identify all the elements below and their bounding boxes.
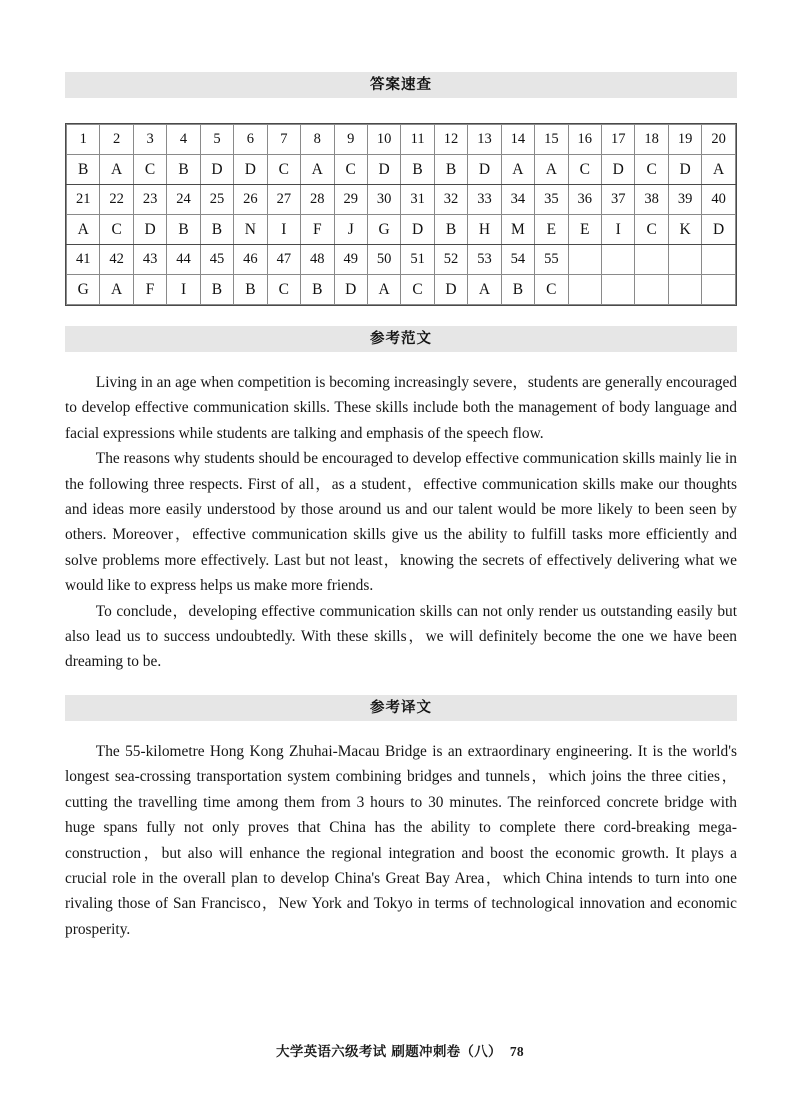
answer-letter-cell: C xyxy=(401,275,434,305)
answer-letter-cell: D xyxy=(468,155,501,185)
answer-letter-cell: A xyxy=(367,275,400,305)
question-number-cell: 40 xyxy=(702,185,736,215)
answer-letter-cell: C xyxy=(100,215,133,245)
question-number-cell: 1 xyxy=(67,125,100,155)
answer-letter-cell: A xyxy=(501,155,534,185)
question-number-cell: 17 xyxy=(602,125,635,155)
answer-letter-row xyxy=(67,155,736,185)
answer-letter-cell: B xyxy=(401,155,434,185)
answer-letter-cell: F xyxy=(301,215,334,245)
question-number-cell: 55 xyxy=(535,245,568,275)
question-number-cell xyxy=(635,245,668,275)
question-number-cell: 4 xyxy=(167,125,200,155)
answer-key-table xyxy=(66,124,736,305)
question-number-cell: 22 xyxy=(100,185,133,215)
answer-letter-cell: E xyxy=(568,215,601,245)
answer-letter-cell xyxy=(635,275,668,305)
answer-letter-cell: N xyxy=(234,215,267,245)
question-number-cell: 38 xyxy=(635,185,668,215)
question-number-cell: 34 xyxy=(501,185,534,215)
question-number-cell: 43 xyxy=(133,245,166,275)
question-number-cell: 50 xyxy=(367,245,400,275)
question-number-cell xyxy=(668,245,701,275)
answer-letter-cell: D xyxy=(702,215,736,245)
answer-letter-cell xyxy=(568,275,601,305)
answer-letter-cell: B xyxy=(501,275,534,305)
essay-paragraph: The reasons why students should be encouraged to develop effective communication skills mainly lie in the following three respects. First of all，as a student，effective communication skills make our thoughts and ideas more easily understood by those around us and our talent would be more likely to been seen by others. Moreover，effective communication skills give us the ability to fulfill tasks more efficiently and solve problems more effectively. Last but not least，knowing the secrets of effectively delivering what we would like to express helps us make more friends. xyxy=(65,450,737,595)
question-number-cell: 19 xyxy=(668,125,701,155)
question-number-cell xyxy=(602,245,635,275)
answer-key-table-wrapper xyxy=(65,123,737,306)
question-number-cell: 53 xyxy=(468,245,501,275)
answer-letter-cell: D xyxy=(200,155,233,185)
answer-letter-cell: I xyxy=(602,215,635,245)
answer-letter-cell: C xyxy=(133,155,166,185)
answer-letter-cell xyxy=(602,275,635,305)
question-number-cell: 54 xyxy=(501,245,534,275)
question-number-cell: 12 xyxy=(434,125,467,155)
answer-letter-cell: B xyxy=(434,155,467,185)
footer-title: 大学英语六级考试 刷题冲刺卷（八） xyxy=(276,1044,502,1060)
answer-letter-cell: B xyxy=(167,155,200,185)
question-number-cell: 36 xyxy=(568,185,601,215)
spacer-before-translation-header xyxy=(65,675,737,695)
question-number-cell: 13 xyxy=(468,125,501,155)
answer-letter-cell: J xyxy=(334,215,367,245)
question-number-cell: 20 xyxy=(702,125,736,155)
spacer-before-essay-header xyxy=(65,306,737,326)
translation-paragraph: The 55-kilometre Hong Kong Zhuhai-Macau Bridge is an extraordinary engineering. It is the world's longest sea-crossing transportation system combining bridges and tunnels，which joins the three cities，cutting the travelling time among them from 3 hours to 30 minutes. The reinforced concrete bridge with huge spans fully not only proves that China has the ability to complete there cord-breaking mega-construction，but also will enhance the regional integration and boost the economic growth. It plays a crucial role in the overall plan to develop China's Great Bay Area，which China intends to turn into one rivaling those of San Francisco，New York and Tokyo in terms of technological innovation and economic prosperity. xyxy=(65,742,737,938)
answer-letter-cell: B xyxy=(234,275,267,305)
page-content xyxy=(65,0,737,942)
section-header-answers: 答案速查 xyxy=(65,72,737,98)
question-number-cell: 14 xyxy=(501,125,534,155)
question-number-cell: 16 xyxy=(568,125,601,155)
question-number-cell: 44 xyxy=(167,245,200,275)
answer-letter-cell: I xyxy=(267,215,300,245)
answer-letter-row xyxy=(67,275,736,305)
section-header-essay: 参考范文 xyxy=(65,326,737,352)
answer-number-row xyxy=(67,125,736,155)
answer-letter-cell: H xyxy=(468,215,501,245)
answer-letter-cell xyxy=(702,275,736,305)
question-number-cell: 18 xyxy=(635,125,668,155)
answer-letter-cell: A xyxy=(535,155,568,185)
answer-letter-cell: M xyxy=(501,215,534,245)
answer-letter-cell: D xyxy=(401,215,434,245)
question-number-cell: 6 xyxy=(234,125,267,155)
question-number-cell: 9 xyxy=(334,125,367,155)
answer-letter-cell: D xyxy=(602,155,635,185)
answer-letter-cell: B xyxy=(167,215,200,245)
question-number-cell: 30 xyxy=(367,185,400,215)
essay-paragraph: Living in an age when competition is becoming increasingly severe，students are generally encouraged to develop effective communication skills. These skills include both the management of body language and facial expressions while students are talking and emphasis of the speech flow. xyxy=(65,374,737,442)
question-number-cell: 48 xyxy=(301,245,334,275)
answer-letter-cell: D xyxy=(234,155,267,185)
answer-letter-cell: F xyxy=(133,275,166,305)
question-number-cell xyxy=(702,245,736,275)
question-number-cell: 52 xyxy=(434,245,467,275)
question-number-cell: 3 xyxy=(133,125,166,155)
answer-letter-cell: C xyxy=(635,155,668,185)
question-number-cell: 45 xyxy=(200,245,233,275)
question-number-cell: 42 xyxy=(100,245,133,275)
question-number-cell: 25 xyxy=(200,185,233,215)
question-number-cell: 11 xyxy=(401,125,434,155)
answer-letter-cell: B xyxy=(301,275,334,305)
answer-letter-cell: B xyxy=(434,215,467,245)
question-number-cell: 41 xyxy=(67,245,100,275)
answer-letter-cell: E xyxy=(535,215,568,245)
answer-letter-cell: D xyxy=(668,155,701,185)
question-number-cell: 31 xyxy=(401,185,434,215)
answer-letter-row xyxy=(67,215,736,245)
answer-letter-cell: D xyxy=(434,275,467,305)
answer-number-row xyxy=(67,245,736,275)
question-number-cell: 5 xyxy=(200,125,233,155)
question-number-cell: 24 xyxy=(167,185,200,215)
question-number-cell: 27 xyxy=(267,185,300,215)
question-number-cell xyxy=(568,245,601,275)
question-number-cell: 37 xyxy=(602,185,635,215)
essay-paragraph: To conclude，developing effective communication skills can not only render us outstanding easily but also lead us to success undoubtedly. With these skills，we will definitely become the one we have been dreaming to be. xyxy=(65,602,737,671)
answer-letter-cell: D xyxy=(367,155,400,185)
section-header-translation: 参考译文 xyxy=(65,695,737,721)
footer-page-number: 78 xyxy=(509,1044,524,1059)
page-footer xyxy=(0,1040,800,1060)
answer-letter-cell: A xyxy=(468,275,501,305)
answer-letter-cell: C xyxy=(535,275,568,305)
question-number-cell: 32 xyxy=(434,185,467,215)
answer-letter-cell: A xyxy=(67,215,100,245)
answer-letter-cell: B xyxy=(200,215,233,245)
answer-letter-cell: C xyxy=(334,155,367,185)
question-number-cell: 49 xyxy=(334,245,367,275)
question-number-cell: 28 xyxy=(301,185,334,215)
answer-letter-cell: A xyxy=(301,155,334,185)
answer-letter-cell: B xyxy=(67,155,100,185)
question-number-cell: 51 xyxy=(401,245,434,275)
answer-letter-cell: C xyxy=(635,215,668,245)
answer-letter-cell: G xyxy=(367,215,400,245)
question-number-cell: 39 xyxy=(668,185,701,215)
question-number-cell: 8 xyxy=(301,125,334,155)
answer-letter-cell: G xyxy=(67,275,100,305)
answer-number-row xyxy=(67,185,736,215)
answer-letter-cell: A xyxy=(702,155,736,185)
answer-letter-cell: A xyxy=(100,155,133,185)
question-number-cell: 21 xyxy=(67,185,100,215)
question-number-cell: 35 xyxy=(535,185,568,215)
question-number-cell: 23 xyxy=(133,185,166,215)
question-number-cell: 15 xyxy=(535,125,568,155)
question-number-cell: 2 xyxy=(100,125,133,155)
question-number-cell: 10 xyxy=(367,125,400,155)
essay-body xyxy=(65,370,737,675)
answer-letter-cell: C xyxy=(568,155,601,185)
answer-letter-cell: D xyxy=(334,275,367,305)
question-number-cell: 47 xyxy=(267,245,300,275)
answer-letter-cell: I xyxy=(167,275,200,305)
translation-body xyxy=(65,739,737,942)
question-number-cell: 7 xyxy=(267,125,300,155)
answer-letter-cell: K xyxy=(668,215,701,245)
question-number-cell: 26 xyxy=(234,185,267,215)
answer-letter-cell: C xyxy=(267,275,300,305)
answer-letter-cell: C xyxy=(267,155,300,185)
answer-letter-cell: D xyxy=(133,215,166,245)
answer-letter-cell: A xyxy=(100,275,133,305)
answer-key-table-body xyxy=(67,125,736,305)
answer-letter-cell xyxy=(668,275,701,305)
question-number-cell: 33 xyxy=(468,185,501,215)
answer-letter-cell: B xyxy=(200,275,233,305)
question-number-cell: 29 xyxy=(334,185,367,215)
question-number-cell: 46 xyxy=(234,245,267,275)
